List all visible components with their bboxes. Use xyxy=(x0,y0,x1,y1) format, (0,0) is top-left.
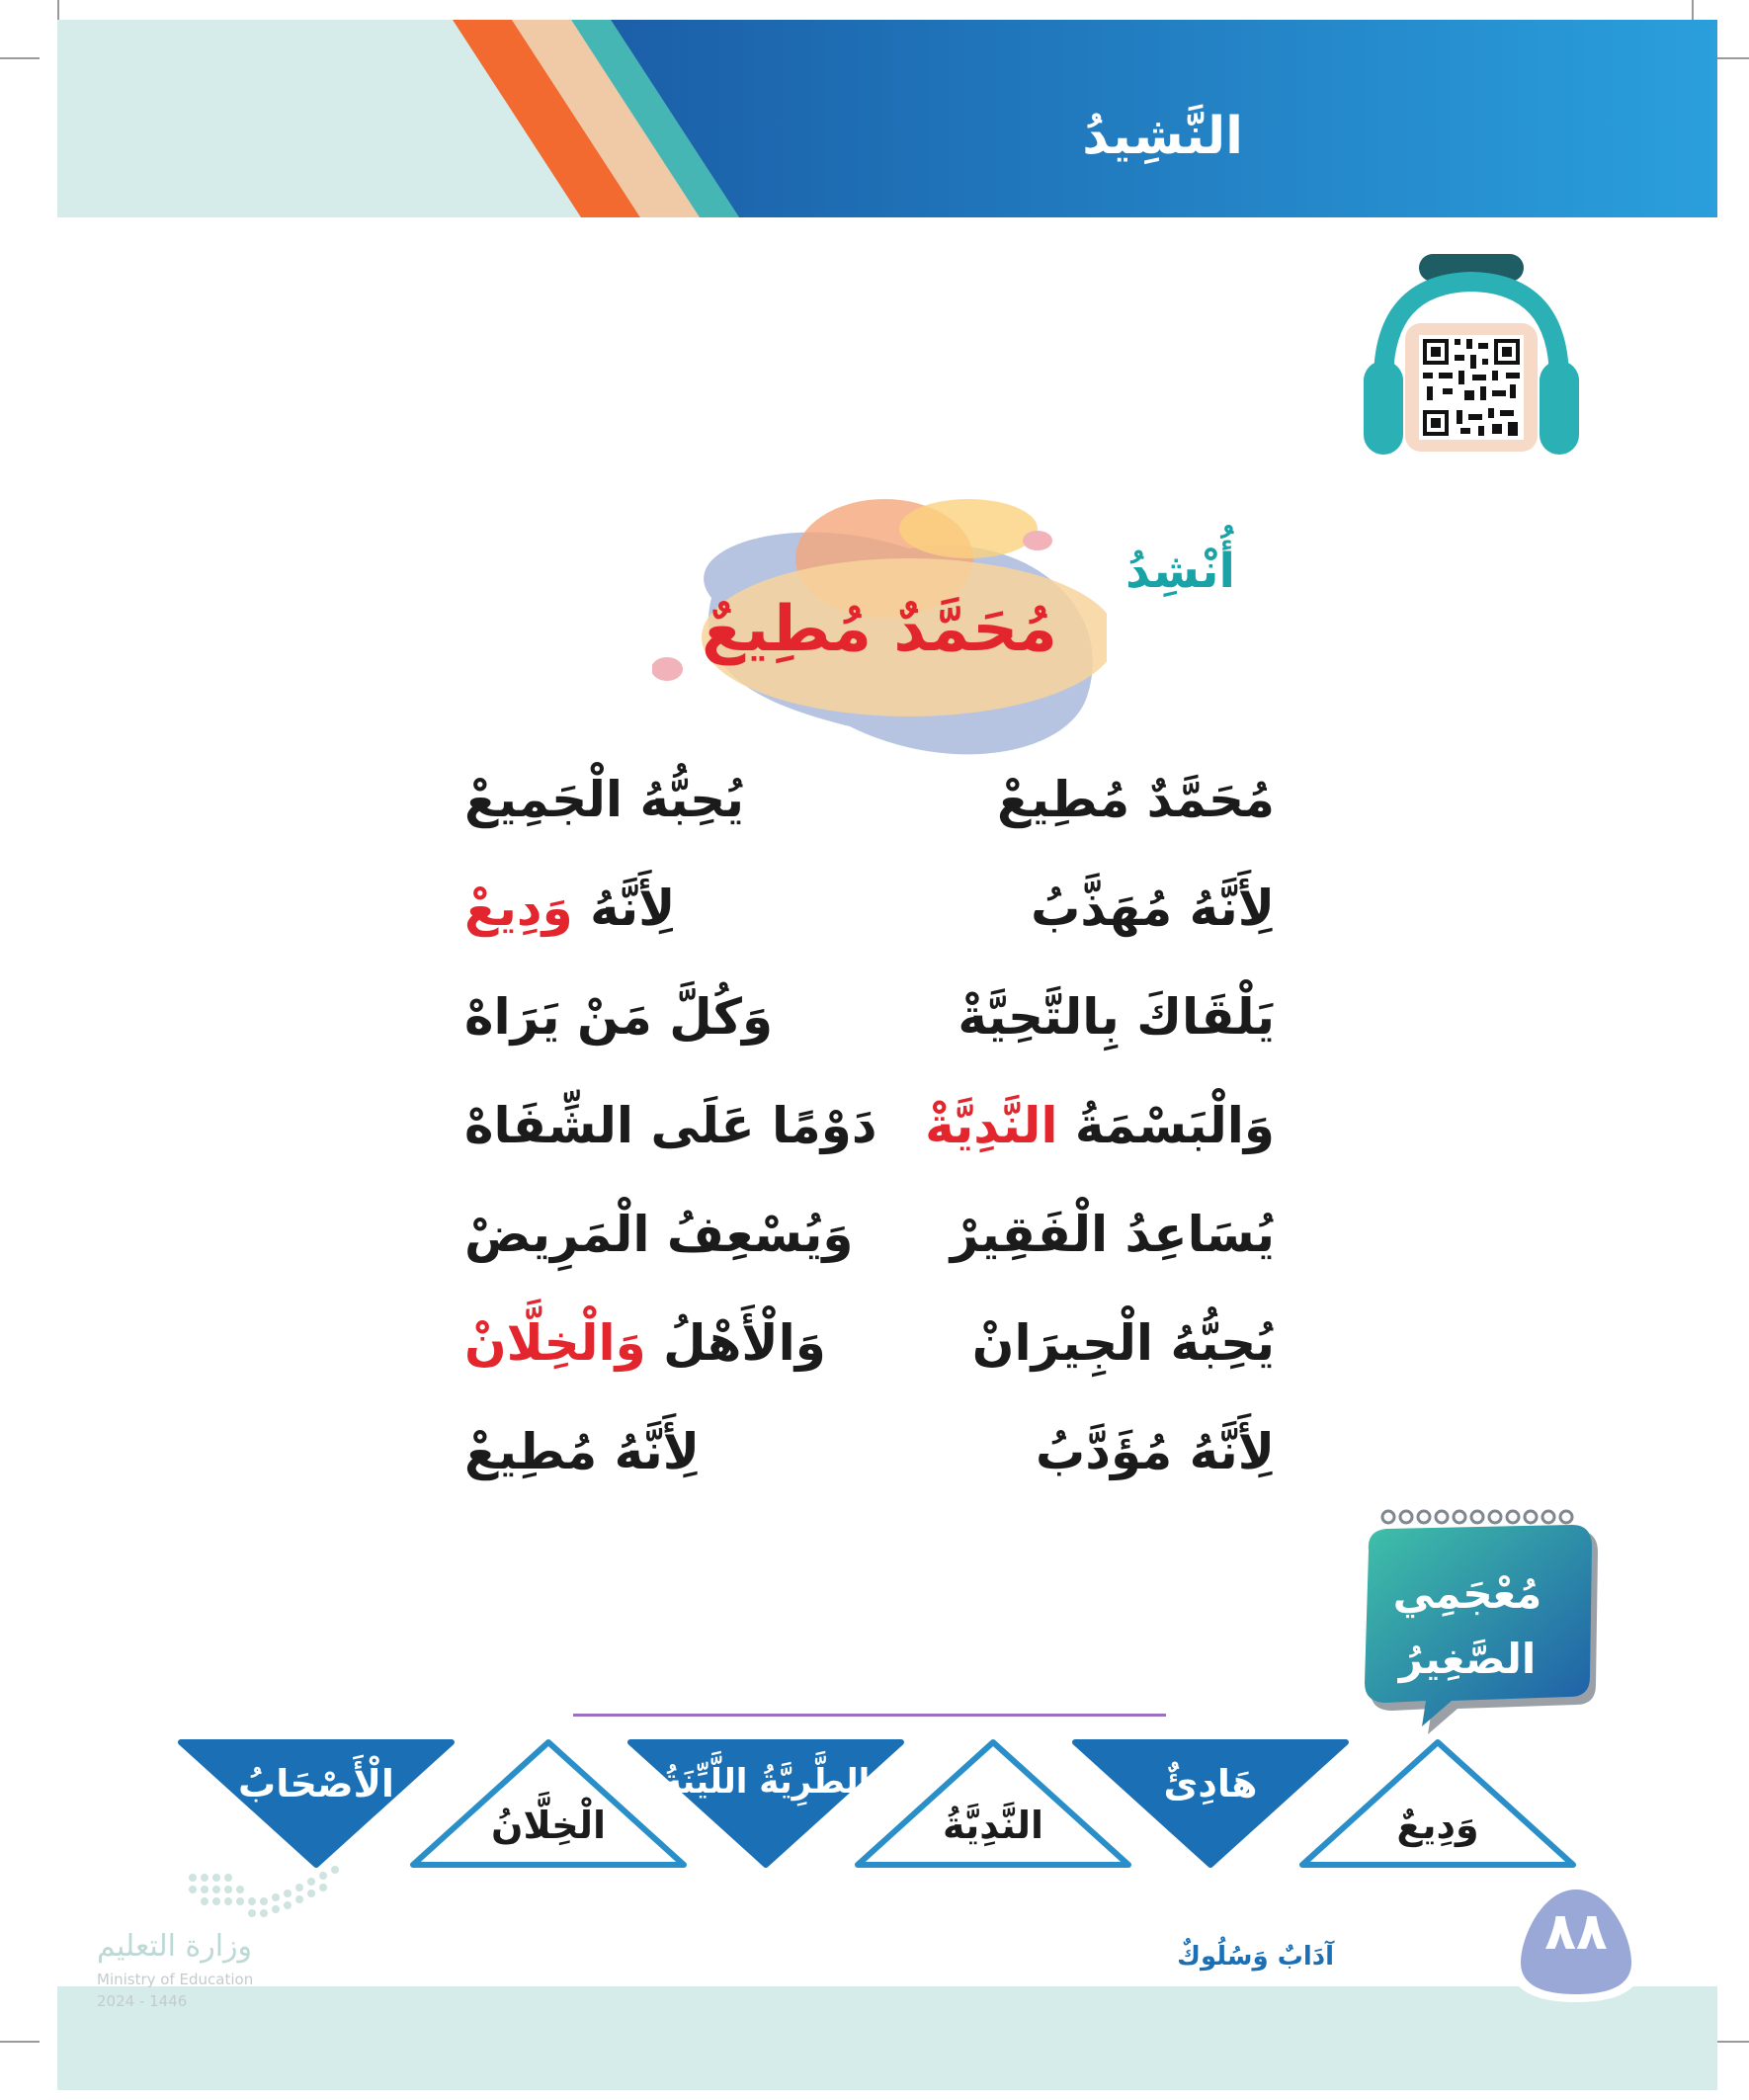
verse-second-hemistich: دَوْمًا عَلَى الشِّفَاهْ xyxy=(464,1097,877,1154)
dictionary-title-line: الصَّغِيرُ xyxy=(1398,1635,1537,1683)
verse-row xyxy=(425,1423,1275,1502)
highlighted-word: وَدِيعْ xyxy=(464,880,573,937)
ministry-name-ar: وزارة التعليم xyxy=(97,1929,253,1964)
dictionary-title-line: مُعْجَمِي xyxy=(1392,1569,1542,1618)
verse-second-hemistich: وَكُلَّ مَنْ يَرَاهْ xyxy=(464,988,774,1046)
verse-second-hemistich: وَالْأَهْلُ وَالْخِلَّانْ xyxy=(464,1314,826,1372)
dictionary-word: وَدِيعٌ xyxy=(1396,1804,1479,1847)
poem-title: مُحَمَّدٌ مُطِيعٌ xyxy=(702,593,1057,666)
verse-first-hemistich: وَالْبَسْمَةُ النَّدِيَّةْ xyxy=(925,1097,1275,1154)
verse-first-hemistich: مُحَمَّدٌ مُطِيعْ xyxy=(996,771,1275,828)
verse-first-hemistich: يُسَاعِدُ الْفَقِيرْ xyxy=(950,1206,1275,1263)
ministry-logo-icon xyxy=(183,1858,351,1937)
page-title: النَّشِيدُ xyxy=(1082,107,1243,166)
edition-year: 2024 - 1446 xyxy=(97,1992,188,2010)
header-stripes-icon xyxy=(57,20,1717,217)
dictionary-meaning: هَادِئٌ xyxy=(1163,1762,1258,1806)
verse-row xyxy=(425,1206,1275,1285)
verse-row xyxy=(425,1097,1275,1176)
highlighted-word: وَالْخِلَّانْ xyxy=(464,1314,646,1372)
dictionary-meaning: الطَّرِيَّةُ اللَّيِّنَةُ xyxy=(661,1762,871,1802)
dictionary-word: النَّدِيَّةُ xyxy=(942,1804,1044,1847)
page-number: ٨٨ xyxy=(1544,1902,1608,1962)
crop-mark xyxy=(0,2041,40,2043)
ministry-name-en: Ministry of Education xyxy=(97,1971,254,1988)
verse-first-hemistich: يُحِبُّهُ الْجِيرَانْ xyxy=(971,1314,1275,1372)
verse-second-hemistich: يُحِبُّهُ الْجَمِيعْ xyxy=(464,771,744,828)
headphones-qr-icon[interactable] xyxy=(1362,252,1581,464)
dictionary-title xyxy=(1369,1561,1566,1692)
verse-second-hemistich: وَيُسْعِفُ الْمَرِيضْ xyxy=(464,1206,854,1263)
highlighted-word: النَّدِيَّةْ xyxy=(925,1097,1058,1154)
poem-label: أُنْشِدُ xyxy=(1124,544,1235,599)
verse-second-hemistich: لِأَنَّهُ مُطِيعْ xyxy=(464,1423,700,1480)
verse-second-hemistich: لِأَنَّهُ وَدِيعْ xyxy=(464,880,676,937)
verse-row xyxy=(425,1314,1275,1393)
dictionary-meaning: الْأَصْحَابُ xyxy=(238,1762,394,1806)
verse-first-hemistich: يَلْقَاكَ بِالتَّحِيَّةْ xyxy=(958,988,1275,1046)
footer-band xyxy=(57,1986,1717,2090)
unit-name: آدَابٌ وَسُلُوكٌ xyxy=(1177,1942,1334,1972)
verse-row xyxy=(425,988,1275,1067)
verse-first-hemistich: لِأَنَّهُ مُهَذَّبُ xyxy=(1031,880,1275,937)
dictionary-word: الْخِلَّانُ xyxy=(491,1804,606,1847)
verse-first-hemistich: لِأَنَّهُ مُؤَدَّبُ xyxy=(1036,1423,1275,1480)
divider xyxy=(573,1714,1166,1717)
crop-mark xyxy=(0,57,40,59)
dictionary-meaning-card xyxy=(173,1734,459,1873)
verse-row xyxy=(425,771,1275,850)
header-banner xyxy=(57,20,1717,217)
verse-row xyxy=(425,880,1275,959)
